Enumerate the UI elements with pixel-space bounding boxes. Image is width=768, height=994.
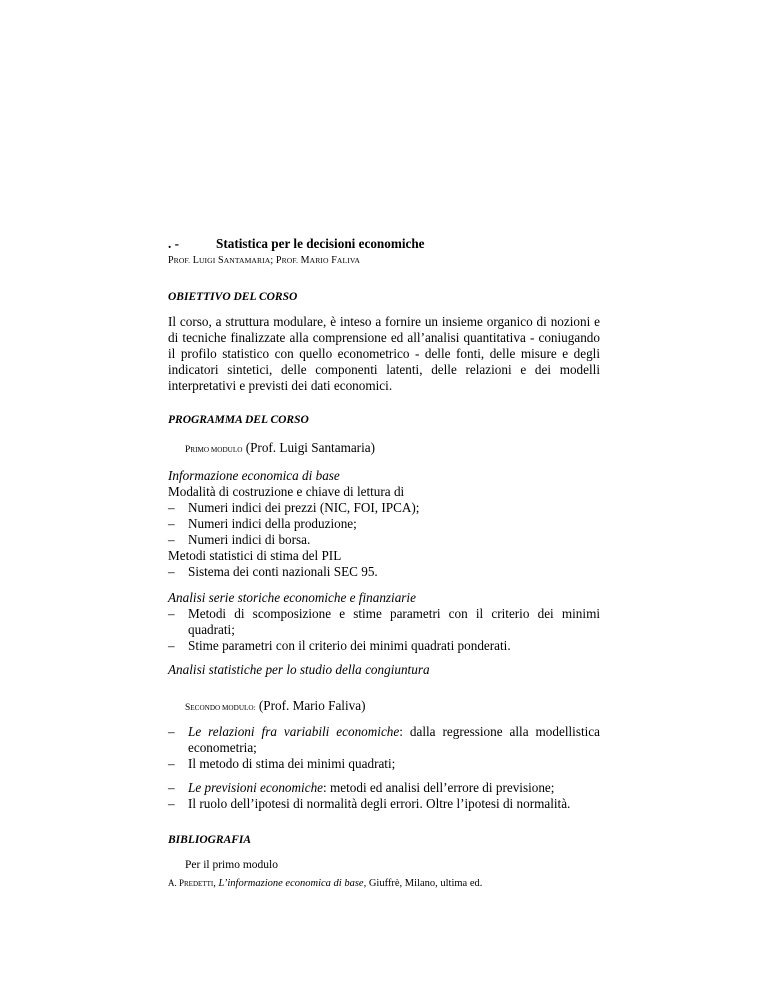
course-page [168, 236, 600, 892]
course-title-row [168, 236, 600, 252]
module1-label: PRIMO MODULO (Prof. Luigi Santamaria) [185, 440, 375, 455]
list-item: – Le relazioni fra variabili economiche: dalla regressione alla modellistica econometria; [168, 724, 600, 755]
list-item: – Il ruolo dell’ipotesi di normalità degli errori. Oltre l’ipotesi di normalità. [168, 796, 571, 811]
section2-title: Analisi serie storiche economiche e finanziarie [168, 590, 416, 605]
program-heading: PROGRAMMA DEL CORSO [168, 414, 309, 426]
list-item: – Metodi di scomposizione e stime parametri con il criterio dei minimi quadrati; [168, 606, 600, 637]
bibliography-reference: A. PREDETTI, L’informazione economica di base, Giuffrè, Milano, ultima ed. [168, 878, 483, 889]
list-item: – Numeri indici dei prezzi (NIC, FOI, IPCA); [168, 500, 420, 515]
course-title: Statistica per le decisioni economiche [216, 236, 425, 251]
course-authors [168, 253, 600, 269]
section1-sub: Metodi statistici di stima del PIL [168, 548, 342, 563]
list-item: – Il metodo di stima dei minimi quadrati; [168, 756, 396, 771]
section1-title: Informazione economica di base [168, 468, 340, 483]
section3-title: Analisi statistiche per lo studio della congiuntura [168, 662, 430, 677]
bibliography-intro: Per il primo modulo [185, 859, 278, 871]
list-item: – Stime parametri con il criterio dei minimi quadrati ponderati. [168, 638, 511, 653]
author-1: PROF. LUIGI SANTAMARIA; [168, 255, 274, 266]
objective-text: Il corso, a struttura modulare, è inteso a fornire un insieme organico di nozioni e di tecniche finalizzate alla comprensione ed all’analisi quantitativa - coniugando il profilo statistico con quello econometrico - delle fonti, delle misure e degli indicatori sintetici, delle componenti latenti, delle relazioni e dei modelli interpretativi e previsti dei dati economici. [168, 314, 600, 393]
list-item: – Numeri indici di borsa. [168, 532, 311, 547]
objective-heading: OBIETTIVO DEL CORSO [168, 291, 298, 303]
list-item: – Sistema dei conti nazionali SEC 95. [168, 564, 378, 579]
bibliography-heading: BIBLIOGRAFIA [168, 834, 252, 846]
list-item: – Le previsioni economiche: metodi ed analisi dell’errore di previsione; [168, 780, 555, 795]
section1-intro: Modalità di costruzione e chiave di lettura di [168, 484, 405, 499]
author-2: PROF. MARIO FALIVA [275, 255, 361, 266]
course-number: . - [168, 236, 179, 251]
list-item: – Numeri indici della produzione; [168, 516, 357, 531]
module2-label: SECONDO MODULO: (Prof. Mario Faliva) [185, 698, 366, 713]
